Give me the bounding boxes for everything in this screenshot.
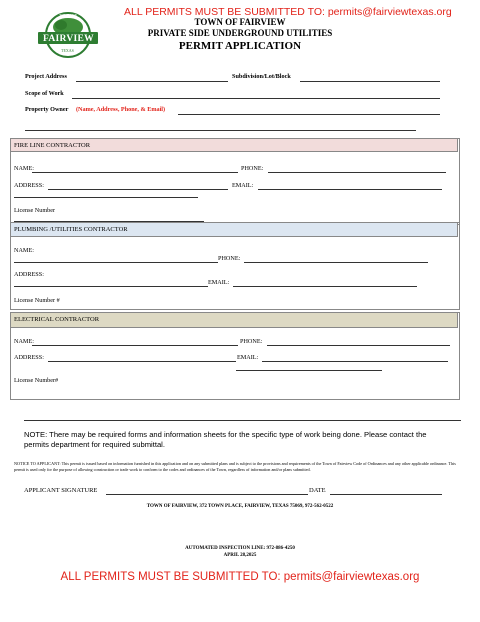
fire-phone-field[interactable]	[268, 172, 446, 173]
electrical-phone-label: PHONE:	[240, 338, 263, 345]
plumbing-license-label: License Number #	[14, 297, 60, 304]
date-field[interactable]	[330, 494, 442, 495]
fire-email-field[interactable]	[258, 189, 442, 190]
electrical-address-field-2[interactable]	[236, 370, 382, 371]
scope-field[interactable]	[72, 98, 440, 99]
notice-text: NOTICE TO APPLICANT: This permit is issued based on information furnished in this application and on any submitted plans and is subject to the provisions and requirements of the Town of Fairview Code of Ordinances and any other applicable ordinance. This permit is used only for the purpose of allowing construction or trade work to conform to the codes and ordinances of the Town, regardless of information and/or plans submitted.	[14, 461, 456, 472]
plumbing-name-label: NAME:	[14, 247, 34, 254]
signature-label: APPLICANT SIGNATURE	[24, 487, 98, 494]
owner-hint: (Name, Address, Phone, & Email)	[76, 106, 166, 113]
electrical-name-label: NAME:	[14, 338, 34, 345]
subdivision-field[interactable]	[300, 81, 440, 82]
date-label: DATE	[309, 487, 326, 494]
fire-address-field-2[interactable]	[14, 197, 198, 198]
fire-name-label: NAME:	[14, 165, 34, 172]
address-footer: TOWN OF FAIRVIEW, 372 TOWN PLACE, FAIRVIEW, TEXAS 75069, 972-562-0522	[146, 504, 334, 509]
electrical-address-label: ADDRESS:	[14, 354, 44, 361]
plumbing-email-field[interactable]	[233, 286, 417, 287]
fire-license-label: License Number	[14, 207, 56, 214]
page-title: PERMIT APPLICATION	[178, 40, 302, 52]
scope-label: Scope of Work	[25, 90, 64, 97]
electrical-name-field[interactable]	[32, 345, 238, 346]
electrical-phone-field[interactable]	[267, 345, 450, 346]
top-banner: ALL PERMITS MUST BE SUBMITTED TO: permits@fairviewtexas.org	[124, 6, 452, 18]
plumbing-email-label: EMAIL:	[208, 279, 230, 286]
plumbing-phone-label: PHONE:	[218, 255, 241, 262]
project-address-label: Project Address	[25, 73, 67, 80]
plumbing-name-field[interactable]	[14, 262, 218, 263]
plumbing-phone-field[interactable]	[244, 262, 428, 263]
signature-field[interactable]	[106, 494, 308, 495]
electrical-email-label: EMAIL:	[237, 354, 259, 361]
electrical-email-field[interactable]	[262, 361, 448, 362]
fire-address-field[interactable]	[48, 189, 228, 190]
electrical-license-label: License Number#	[14, 377, 59, 384]
owner-field-2[interactable]	[25, 130, 416, 131]
electrical-header: ELECTRICAL CONTRACTOR	[10, 312, 458, 328]
project-address-field[interactable]	[76, 81, 228, 82]
header-town: TOWN OF FAIRVIEW	[194, 17, 286, 27]
logo-bottom-text: TEXAS	[61, 48, 74, 53]
date-line: APRIL 28,2025	[223, 553, 257, 558]
header-subtitle: PRIVATE SIDE UNDERGROUND UTILITIES	[147, 28, 333, 38]
bottom-banner: ALL PERMITS MUST BE SUBMITTED TO: permits@fairviewtexas.org	[60, 571, 420, 583]
fire-email-label: EMAIL:	[232, 182, 254, 189]
logo-name: FAIRVIEW	[43, 34, 94, 44]
fire-phone-label: PHONE:	[241, 165, 264, 172]
fire-name-field[interactable]	[32, 172, 238, 173]
inspection-line: AUTOMATED INSPECTION LINE: 972-886-4250	[185, 546, 295, 551]
note-text: NOTE: There may be required forms and information sheets for the specific type of work being done. Please contact the permits department for required submittal.	[24, 430, 427, 449]
plumbing-address-field[interactable]	[14, 286, 208, 287]
fire-address-label: ADDRESS:	[14, 182, 44, 189]
electrical-address-field[interactable]	[48, 361, 236, 362]
owner-field[interactable]	[178, 114, 440, 115]
plumbing-header: PLUMBING /UTILITIES CONTRACTOR	[10, 222, 458, 237]
subdivision-label: Subdivision/Lot/Block	[232, 73, 291, 80]
logo-top-text: TOWN OF	[59, 13, 78, 18]
note-separator	[24, 420, 461, 421]
fire-header: FIRE LINE CONTRACTOR	[10, 138, 458, 152]
owner-label: Property Owner	[25, 106, 69, 113]
plumbing-address-label: ADDRESS:	[14, 271, 44, 278]
